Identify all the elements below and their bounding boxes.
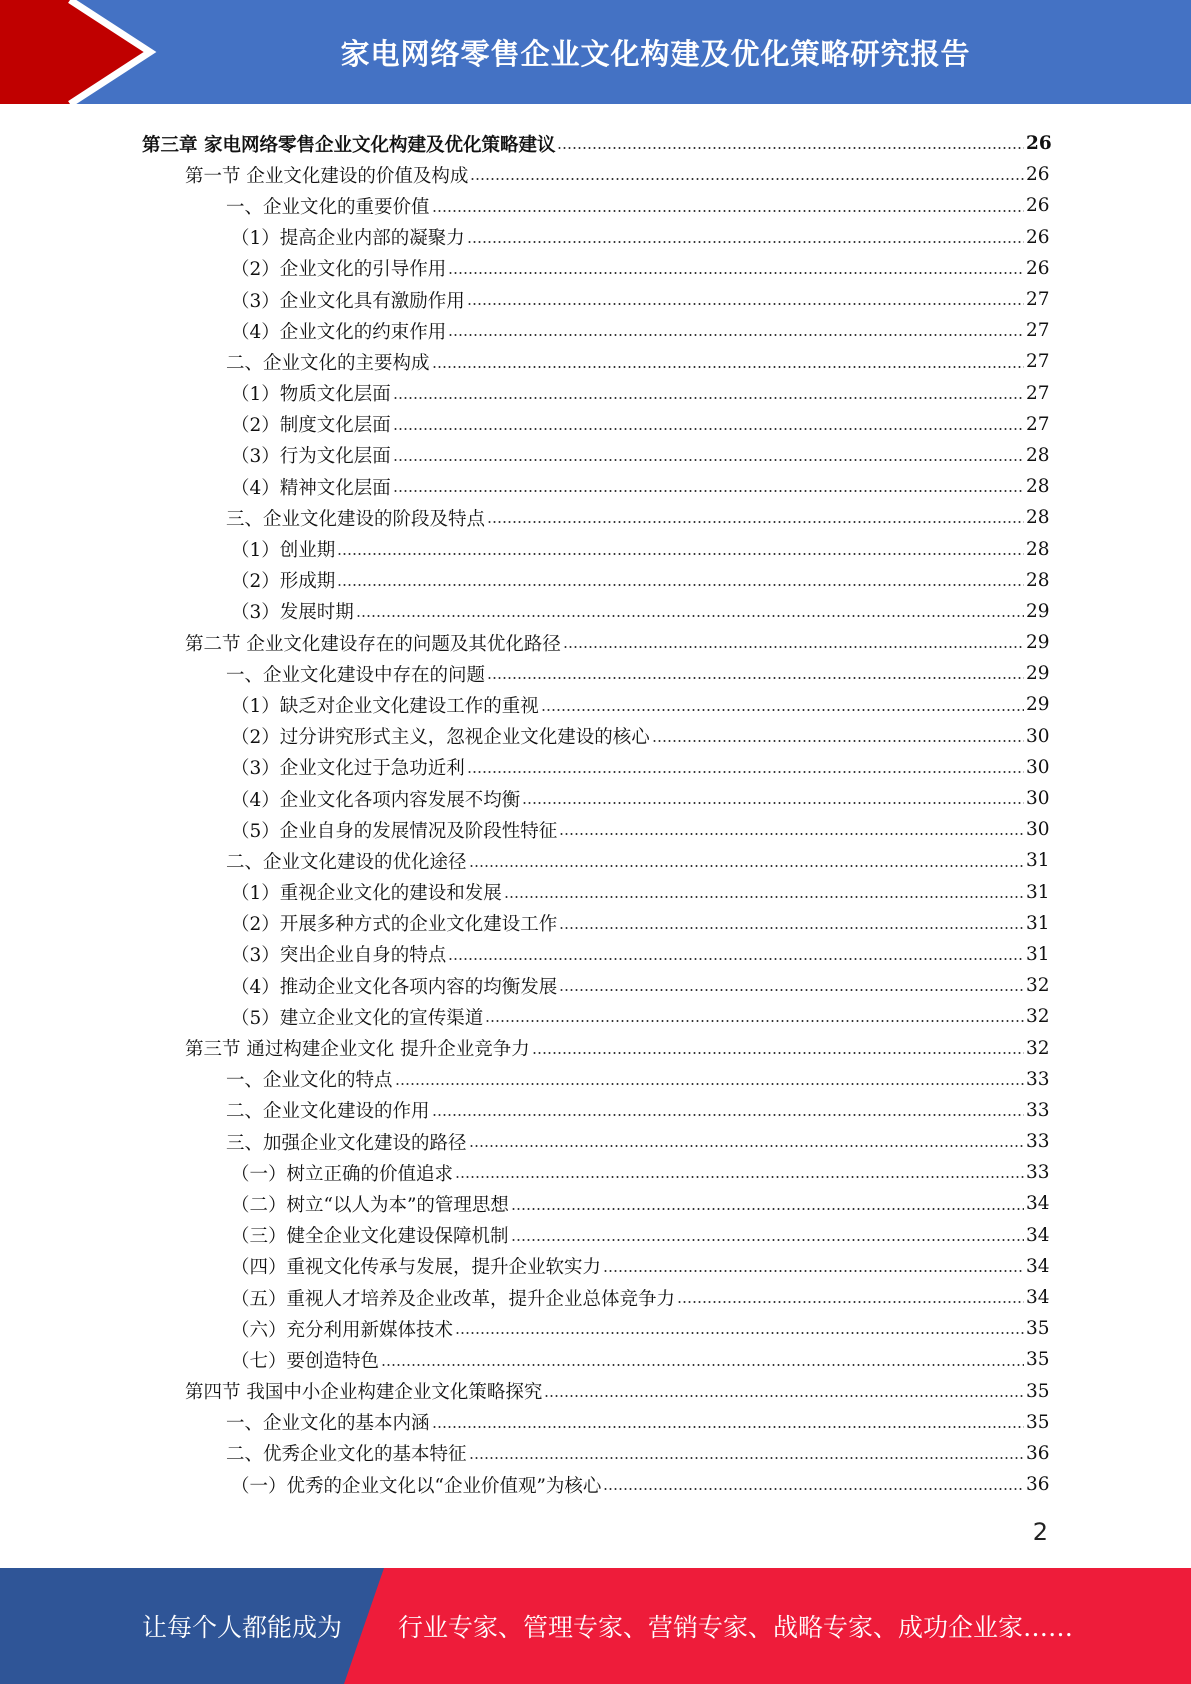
toc-entry-page: 35 [1026,1380,1050,1402]
toc-leader-dots [395,1082,1024,1086]
toc-entry-page: 29 [1026,600,1050,622]
toc-leader-dots [603,1487,1024,1491]
toc-entry[interactable] [0,1157,1191,1188]
toc-entry-title: （1）提高企业内部的凝聚力 [231,228,465,250]
toc-entry-title: 二、优秀企业文化的基本特征 [226,1444,467,1466]
footer-slogan: 让每个人都能成为 [142,1613,343,1642]
toc-entry[interactable] [0,783,1191,814]
toc-entry-title: （5）企业自身的发展情况及阶段性特征 [231,820,558,842]
toc-leader-dots [532,1051,1024,1055]
toc-leader-dots [544,1394,1024,1398]
toc-entry[interactable] [0,222,1191,253]
toc-entry-title: 第三节 通过构建企业文化 提升企业竞争力 [185,1039,530,1061]
toc-entry-title: 一、企业文化的重要价值 [226,196,430,218]
toc-leader-dots [432,1113,1024,1117]
toc-entry-title: （2）制度文化层面 [231,415,391,437]
toc-entry[interactable] [0,814,1191,845]
toc-entry-page: 31 [1026,912,1050,934]
toc-entry-title: （4）精神文化层面 [231,477,391,499]
toc-entry-page: 27 [1026,382,1050,404]
toc-entry[interactable] [0,908,1191,939]
toc-entry[interactable] [0,1282,1191,1313]
toc-entry-title: （3）企业文化过于急功近利 [231,758,465,780]
toc-entry-title: （3）突出企业自身的特点 [231,945,447,967]
toc-entry[interactable] [0,471,1191,502]
header-banner [0,0,1191,110]
toc-leader-dots [393,427,1024,431]
toc-entry[interactable] [0,627,1191,658]
toc-entry[interactable] [0,877,1191,908]
toc-leader-dots [511,1238,1024,1242]
toc-leader-dots [455,1331,1024,1335]
toc-entry-title: （1）创业期 [231,540,336,562]
toc-leader-dots [559,832,1024,836]
toc-entry[interactable] [0,721,1191,752]
toc-entry[interactable] [0,378,1191,409]
toc-entry-title: （5）建立企业文化的宣传渠道 [231,1007,484,1029]
toc-leader-dots [487,520,1024,524]
toc-leader-dots [469,1456,1024,1460]
toc-entry-title: 二、企业文化的主要构成 [226,352,430,374]
toc-entry-title: 三、加强企业文化建设的路径 [226,1132,467,1154]
toc-entry-page: 36 [1026,1474,1050,1496]
toc-entry-title: （一）优秀的企业文化以“企业价值观”为核心 [231,1475,602,1497]
toc-entry-title: （1）物质文化层面 [231,384,391,406]
toc-entry-title: （一）树立正确的价值追求 [231,1163,454,1185]
toc-entry-page: 28 [1026,569,1050,591]
table-of-contents [0,128,1191,1500]
toc-entry-title: （二）树立“以人为本”的管理思想 [231,1194,509,1216]
toc-entry[interactable] [0,1469,1191,1500]
toc-entry-title: （六）充分利用新媒体技术 [231,1319,454,1341]
toc-leader-dots [469,864,1024,868]
toc-leader-dots [541,708,1024,712]
toc-entry-page: 26 [1026,226,1050,248]
toc-entry-page: 32 [1026,1037,1050,1059]
toc-entry-title: （2）过分讲究形式主义，忽视企业文化建设的核心 [231,727,650,749]
toc-entry-title: （2）形成期 [231,571,336,593]
toc-entry-title: （五）重视人才培养及企业改革，提升企业总体竞争力 [231,1288,676,1310]
toc-entry-page: 36 [1026,1442,1050,1464]
toc-entry-title: （2）开展多种方式的企业文化建设工作 [231,914,558,936]
page-number: 2 [1032,1518,1048,1546]
toc-entry-title: 一、企业文化的特点 [226,1070,393,1092]
toc-entry[interactable] [0,409,1191,440]
toc-leader-dots [511,1207,1024,1211]
toc-entry-page: 30 [1026,756,1050,778]
toc-entry-page: 33 [1026,1162,1050,1184]
toc-entry[interactable] [0,440,1191,471]
toc-entry-title: （1）缺乏对企业文化建设工作的重视 [231,695,539,717]
toc-entry-title: 第三章 家电网络零售企业文化构建及优化策略建议 [142,134,556,156]
toc-leader-dots [356,614,1024,618]
toc-entry[interactable] [0,315,1191,346]
toc-entry-page: 27 [1026,320,1050,342]
footer-roles: 行业专家、管理专家、营销专家、战略专家、成功企业家…… [398,1613,1074,1642]
toc-entry-page: 27 [1026,289,1050,311]
toc-entry[interactable] [0,284,1191,315]
toc-entry-page: 35 [1026,1411,1050,1433]
toc-leader-dots [557,146,1024,150]
toc-leader-dots [504,895,1024,899]
toc-entry[interactable] [0,1188,1191,1219]
toc-entry[interactable] [0,1344,1191,1375]
toc-entry-page: 35 [1026,1318,1050,1340]
toc-leader-dots [563,645,1024,649]
toc-entry-page: 32 [1026,975,1050,997]
toc-entry[interactable] [0,596,1191,627]
toc-entry-title: （三）健全企业文化建设保障机制 [231,1226,509,1248]
toc-entry-page: 33 [1026,1068,1050,1090]
toc-leader-dots [448,333,1024,337]
toc-entry[interactable] [0,1438,1191,1469]
toc-leader-dots [559,926,1024,930]
toc-leader-dots [432,209,1024,213]
toc-entry[interactable] [0,1313,1191,1344]
toc-leader-dots [485,1019,1024,1023]
toc-entry-page: 31 [1026,881,1050,903]
toc-entry-title: （七）要创造特色 [231,1350,380,1372]
toc-entry-page: 27 [1026,351,1050,373]
toc-leader-dots [393,489,1024,493]
toc-entry-page: 26 [1026,195,1050,217]
toc-leader-dots [337,583,1024,587]
toc-entry-page: 28 [1026,507,1050,529]
toc-entry[interactable] [0,346,1191,377]
toc-entry-page: 33 [1026,1131,1050,1153]
toc-entry-page: 26 [1026,257,1050,279]
toc-entry-page: 29 [1026,694,1050,716]
toc-entry-title: （四）重视文化传承与发展，提升企业软实力 [231,1257,602,1279]
toc-entry-title: （3）发展时期 [231,602,354,624]
toc-entry-title: （4）企业文化的约束作用 [231,321,447,343]
toc-entry-page: 31 [1026,943,1050,965]
toc-entry-title: （3）企业文化具有激励作用 [231,290,465,312]
toc-entry-page: 34 [1026,1224,1050,1246]
toc-entry-page: 34 [1026,1255,1050,1277]
toc-entry-title: （4）推动企业文化各项内容的均衡发展 [231,976,558,998]
toc-entry[interactable] [0,1095,1191,1126]
toc-entry[interactable] [0,1001,1191,1032]
toc-entry[interactable] [0,190,1191,221]
toc-entry-page: 30 [1026,819,1050,841]
toc-entry-page: 29 [1026,663,1050,685]
toc-entry[interactable] [0,1220,1191,1251]
toc-leader-dots [652,739,1024,743]
toc-leader-dots [487,676,1024,680]
toc-leader-dots [467,302,1024,306]
toc-entry[interactable] [0,1032,1191,1063]
toc-leader-dots [337,552,1024,556]
toc-entry-title: （3）行为文化层面 [231,446,391,468]
toc-entry[interactable] [0,253,1191,284]
toc-leader-dots [467,770,1024,774]
toc-entry[interactable] [0,1126,1191,1157]
toc-entry[interactable] [0,970,1191,1001]
toc-leader-dots [448,271,1024,275]
toc-entry-title: 一、企业文化的基本内涵 [226,1413,430,1435]
toc-entry-page: 35 [1026,1349,1050,1371]
toc-entry-page: 30 [1026,725,1050,747]
toc-leader-dots [432,365,1024,369]
toc-entry-title: 一、企业文化建设中存在的问题 [226,664,486,686]
toc-entry-page: 32 [1026,1006,1050,1028]
footer-banner [0,1568,1191,1684]
toc-entry-title: 二、企业文化建设的优化途径 [226,851,467,873]
toc-entry[interactable] [0,1407,1191,1438]
toc-entry-title: （2）企业文化的引导作用 [231,259,447,281]
toc-leader-dots [393,396,1024,400]
toc-entry-page: 27 [1026,413,1050,435]
toc-entry[interactable] [0,1376,1191,1407]
toc-entry-page: 28 [1026,476,1050,498]
toc-entry-page: 26 [1026,133,1052,155]
toc-entry[interactable] [0,689,1191,720]
toc-entry-page: 34 [1026,1287,1050,1309]
toc-entry-page: 26 [1026,164,1050,186]
toc-leader-dots [677,1300,1024,1304]
toc-entry[interactable] [0,1064,1191,1095]
toc-entry[interactable] [0,502,1191,533]
toc-entry-page: 34 [1026,1193,1050,1215]
toc-entry-page: 33 [1026,1099,1050,1121]
toc-entry[interactable] [0,533,1191,564]
toc-entry-page: 30 [1026,788,1050,810]
toc-leader-dots [559,988,1024,992]
toc-entry[interactable] [0,658,1191,689]
toc-entry[interactable] [0,939,1191,970]
toc-entry-title: 第一节 企业文化建设的价值及构成 [185,165,469,187]
toc-entry-title: （4）企业文化各项内容发展不均衡 [231,789,521,811]
toc-leader-dots [469,1144,1024,1148]
toc-leader-dots [603,1269,1024,1273]
toc-entry[interactable] [0,752,1191,783]
document-title: 家电网络零售企业文化构建及优化策略研究报告 [340,36,971,71]
toc-entry[interactable] [0,845,1191,876]
toc-entry[interactable] [0,565,1191,596]
toc-leader-dots [393,458,1024,462]
toc-entry-title: 三、企业文化建设的阶段及特点 [226,508,486,530]
toc-entry-page: 28 [1026,444,1050,466]
toc-entry-title: 第二节 企业文化建设存在的问题及其优化路径 [185,633,561,655]
toc-entry[interactable] [0,128,1191,159]
toc-entry-title: 二、企业文化建设的作用 [226,1101,430,1123]
toc-entry-page: 31 [1026,850,1050,872]
toc-entry-title: （1）重视企业文化的建设和发展 [231,883,502,905]
toc-leader-dots [455,1175,1024,1179]
toc-leader-dots [448,957,1024,961]
toc-leader-dots [381,1363,1024,1367]
toc-leader-dots [470,177,1024,181]
toc-leader-dots [522,801,1024,805]
toc-entry-page: 28 [1026,538,1050,560]
toc-entry[interactable] [0,159,1191,190]
toc-leader-dots [467,240,1024,244]
toc-entry-title: 第四节 我国中小企业构建企业文化策略探究 [185,1382,543,1404]
toc-entry-page: 29 [1026,632,1050,654]
toc-leader-dots [432,1425,1024,1429]
toc-entry[interactable] [0,1251,1191,1282]
